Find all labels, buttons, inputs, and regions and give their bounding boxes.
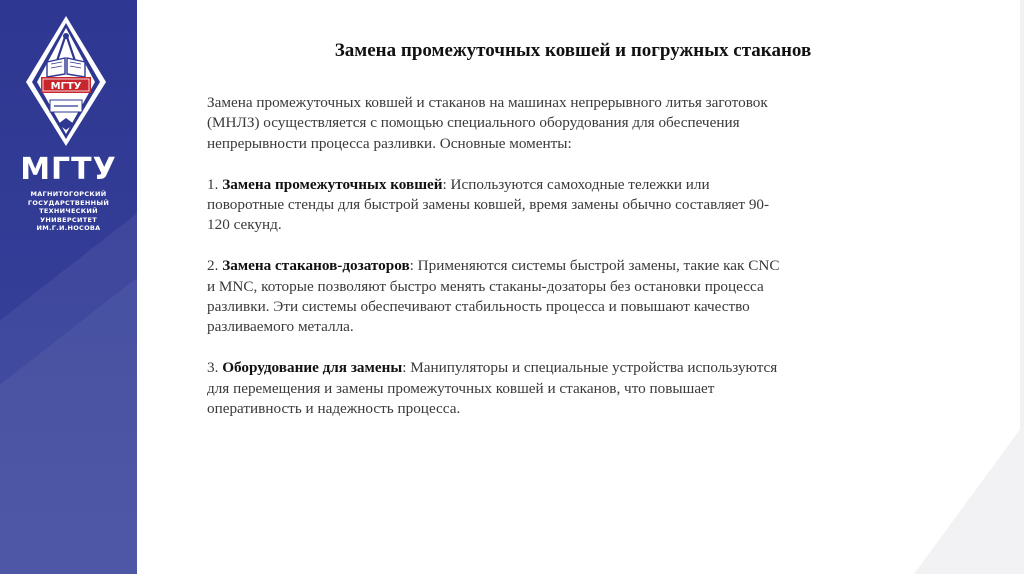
point-first-line xyxy=(207,256,887,276)
slide-body xyxy=(207,93,887,440)
point-text: : Манипуляторы и специальные устройства используются xyxy=(402,359,778,377)
university-name-line: МАГНИТОГОРСКИЙ xyxy=(30,190,107,198)
university-name-line: ГОСУДАРСТВЕННЫЙ xyxy=(27,198,110,207)
point-first-line xyxy=(207,358,887,378)
point-paragraph xyxy=(207,358,887,419)
university-name-line: УНИВЕРСИТЕТ xyxy=(40,215,97,224)
emblem-text: МГТУ xyxy=(50,81,82,92)
university-name: МГТУ xyxy=(20,152,117,187)
point-term: Замена промежуточных ковшей xyxy=(222,175,443,193)
brand-side-panel xyxy=(0,0,137,574)
university-name-line: ТЕХНИЧЕСКИЙ xyxy=(39,207,98,216)
point-paragraph xyxy=(207,256,887,338)
slide-title: Замена промежуточных ковшей и погружных стаканов xyxy=(334,40,812,61)
point-first-line xyxy=(207,175,887,195)
point-number: 1. xyxy=(207,175,219,193)
intro-paragraph xyxy=(207,93,887,154)
point-line: оперативность и надежность процесса. xyxy=(207,400,461,418)
university-name-line: ИМ.Г.И.НОСОВА xyxy=(36,224,101,233)
point-line: для перемещения и замены промежуточных ковшей и стаканов, что повышает xyxy=(207,379,715,397)
point-term: Оборудование для замены xyxy=(222,359,403,377)
point-text: : Применяются системы быстрой замены, такие как CNC xyxy=(409,257,780,275)
point-text: : Используются самоходные тележки или xyxy=(442,175,710,193)
intro-line: непрерывности процесса разливки. Основные моменты: xyxy=(207,134,572,152)
point-term: Замена стаканов-дозаторов xyxy=(222,257,410,275)
point-line: и MNC, которые позволяют быстро менять стаканы-дозаторы без остановки процесса xyxy=(207,277,764,295)
point-line: 120 секунд. xyxy=(207,216,282,234)
point-paragraph xyxy=(207,175,887,236)
point-number: 2. xyxy=(207,257,219,275)
point-number: 3. xyxy=(207,359,219,377)
university-emblem-icon xyxy=(24,14,108,148)
intro-line: (МНЛЗ) осуществляется с помощью специального оборудования для обеспечения xyxy=(207,114,740,132)
point-line: разливаемого металла. xyxy=(207,318,354,336)
university-full-name xyxy=(0,190,137,233)
intro-line: Замена промежуточных ковшей и стаканов на машинах непрерывного литья заготовок xyxy=(207,94,768,111)
slide-corner-decoration xyxy=(914,424,1024,574)
point-line: поворотные стенды для быстрой замены ковшей, время замены обычно составляет 90- xyxy=(207,196,770,214)
point-line: разливки. Эти системы обеспечивают стабильность процесса и повышают качество xyxy=(207,298,750,316)
